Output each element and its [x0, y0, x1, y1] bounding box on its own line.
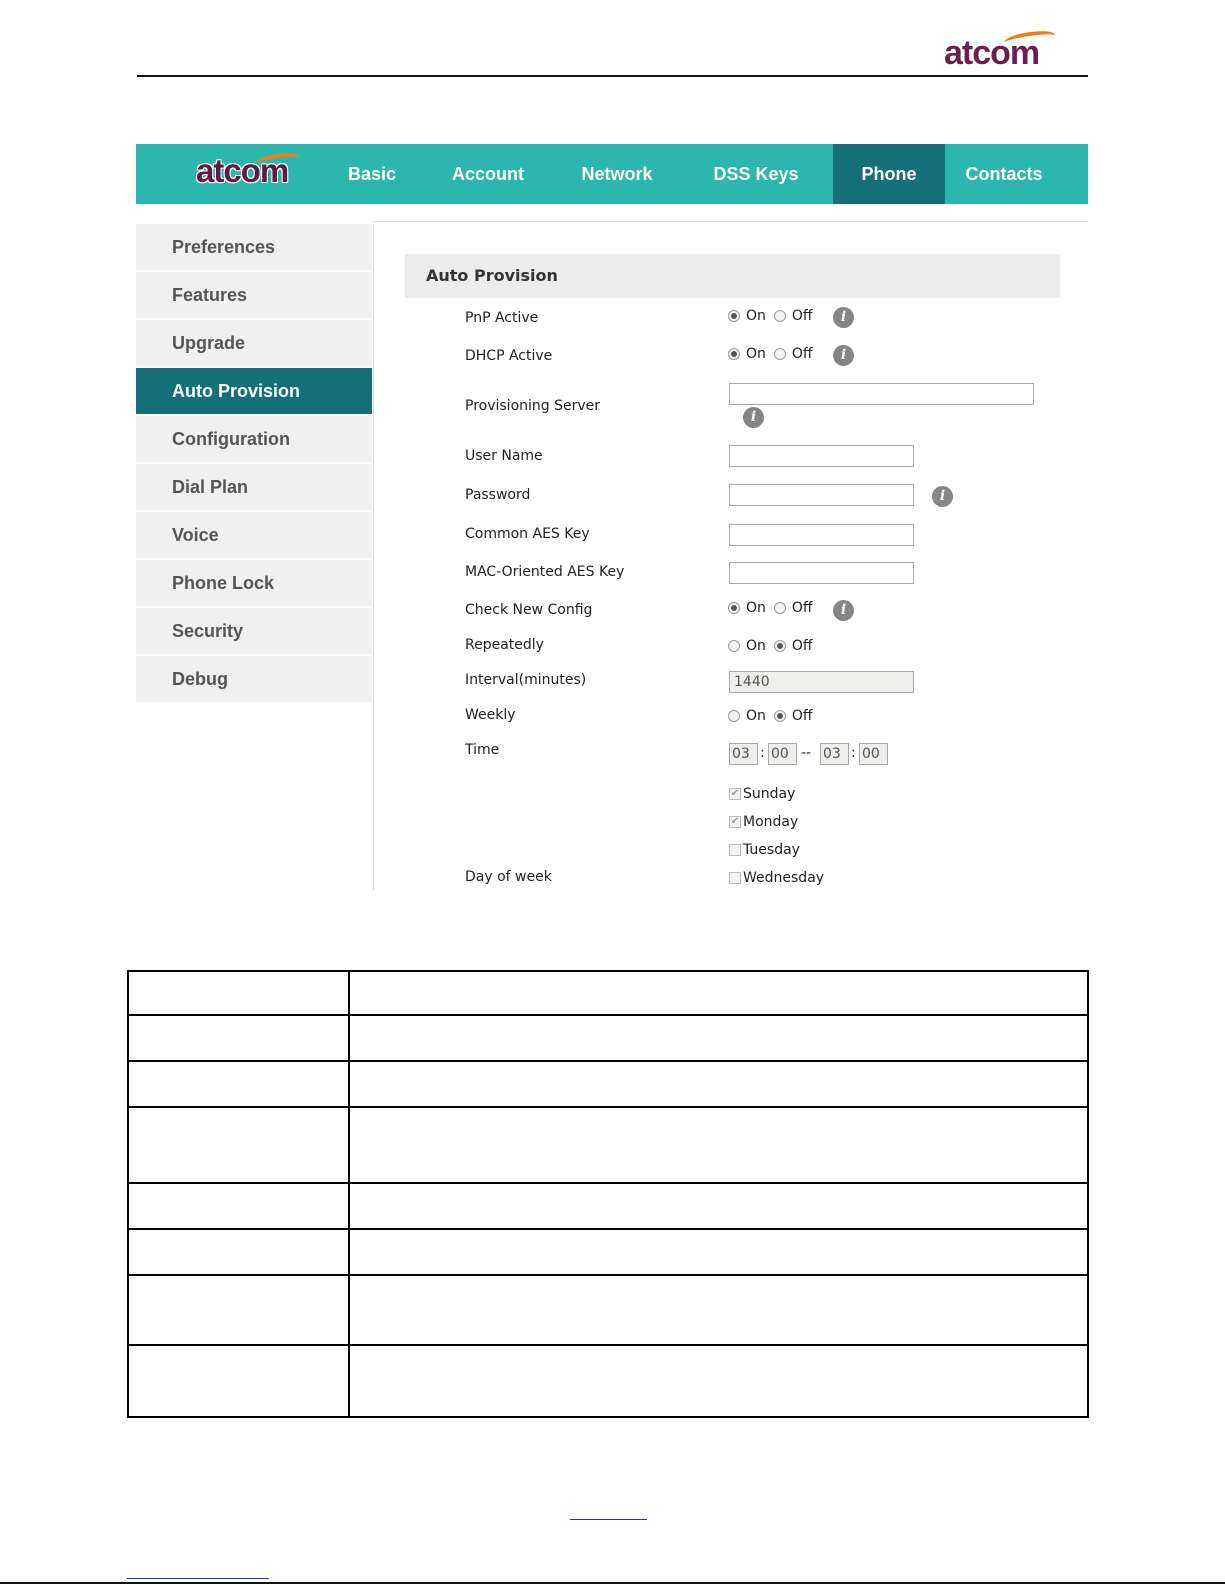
radio-on-label: On — [746, 638, 766, 654]
interval-label: Interval(minutes) — [465, 672, 587, 688]
time-label: Time — [465, 742, 500, 758]
radio-off-label: Off — [791, 600, 813, 616]
radio-off-label: Off — [791, 346, 813, 362]
repeatedly-off-radio[interactable] — [774, 640, 786, 652]
table-row — [128, 1183, 1088, 1229]
radio-off-label: Off — [791, 708, 813, 724]
info-icon[interactable]: i — [833, 600, 854, 621]
monday-checkbox[interactable]: ✔ — [730, 816, 740, 827]
provisioning-server-label: Provisioning Server — [465, 398, 601, 414]
common-aes-key-label: Common AES Key — [465, 526, 590, 542]
time-colon: : — [851, 745, 856, 761]
table-row — [128, 1229, 1088, 1275]
bottom-link[interactable] — [127, 1578, 269, 1579]
radio-off-label: Off — [791, 638, 813, 654]
tuesday-checkbox[interactable] — [729, 844, 741, 856]
pnp-active-off-radio[interactable] — [774, 310, 786, 322]
footer-link[interactable] — [570, 1519, 647, 1520]
radio-on-label: On — [746, 308, 766, 324]
check-new-config-radios — [728, 600, 821, 616]
sidebar-item-upgrade[interactable]: Upgrade — [136, 320, 372, 366]
header-rule — [137, 75, 1088, 77]
password-input[interactable] — [729, 484, 914, 506]
check-new-config-on-radio[interactable] — [728, 602, 740, 614]
user-name-label: User Name — [465, 448, 543, 464]
pnp-active-on-radio[interactable] — [728, 310, 740, 322]
dhcp-active-radios — [728, 346, 821, 362]
tab-dss-keys[interactable]: DSS Keys — [713, 164, 799, 184]
parameter-table — [127, 970, 1089, 1418]
check-new-config-label: Check New Config — [465, 602, 593, 618]
weekly-label: Weekly — [465, 707, 516, 723]
sidebar-item-phone-lock[interactable]: Phone Lock — [136, 560, 372, 606]
repeatedly-radios — [728, 638, 821, 654]
radio-on-label: On — [746, 346, 766, 362]
pnp-active-radios — [728, 308, 821, 324]
day-sunday[interactable] — [729, 786, 795, 802]
pnp-active-label: PnP Active — [465, 310, 539, 326]
table-row — [128, 971, 1088, 1015]
table-row — [128, 1275, 1088, 1345]
radio-off-label: Off — [791, 308, 813, 324]
mac-aes-key-input[interactable] — [729, 562, 914, 584]
day-tuesday[interactable] — [729, 842, 800, 858]
sunday-checkbox[interactable]: ✔ — [730, 788, 740, 799]
dhcp-active-off-radio[interactable] — [774, 348, 786, 360]
sidebar-item-security[interactable]: Security — [136, 608, 372, 654]
start-minute-input[interactable] — [768, 743, 797, 765]
monday-label: Monday — [743, 814, 799, 830]
sidebar-item-debug[interactable]: Debug — [136, 656, 372, 702]
tab-network[interactable]: Network — [581, 164, 653, 184]
day-wednesday[interactable] — [729, 870, 824, 886]
end-minute-input[interactable] — [859, 743, 888, 765]
tab-phone[interactable]: Phone — [833, 144, 945, 204]
day-of-week-label: Day of week — [465, 869, 552, 885]
wednesday-label: Wednesday — [743, 870, 825, 886]
sidebar — [136, 224, 372, 704]
dhcp-active-label: DHCP Active — [465, 348, 553, 364]
brand-logo: atcom — [944, 34, 1039, 73]
table-row — [128, 1107, 1088, 1183]
section-title: Auto Provision — [405, 254, 1060, 298]
radio-on-label: On — [746, 708, 766, 724]
repeatedly-on-radio[interactable] — [728, 640, 740, 652]
sidebar-divider — [373, 224, 374, 890]
info-icon[interactable]: i — [932, 486, 953, 507]
weekly-radios — [728, 708, 821, 724]
footer-rule — [0, 1582, 1225, 1584]
sidebar-item-voice[interactable]: Voice — [136, 512, 372, 558]
weekly-off-radio[interactable] — [774, 710, 786, 722]
tab-account[interactable]: Account — [452, 164, 524, 184]
sunday-label: Sunday — [743, 786, 796, 802]
time-dash: -- — [801, 745, 812, 761]
table-row — [128, 1345, 1088, 1417]
top-nav — [136, 144, 1088, 204]
wednesday-checkbox[interactable] — [729, 872, 741, 884]
start-hour-input[interactable] — [729, 743, 758, 765]
content-top-border — [372, 221, 1088, 222]
sidebar-item-preferences[interactable]: Preferences — [136, 224, 372, 270]
sidebar-item-dial-plan[interactable]: Dial Plan — [136, 464, 372, 510]
tab-basic[interactable]: Basic — [347, 164, 397, 184]
dhcp-active-on-radio[interactable] — [728, 348, 740, 360]
info-icon[interactable]: i — [833, 345, 854, 366]
info-icon[interactable]: i — [833, 307, 854, 328]
weekly-on-radio[interactable] — [728, 710, 740, 722]
sidebar-item-features[interactable]: Features — [136, 272, 372, 318]
radio-on-label: On — [746, 600, 766, 616]
interval-input[interactable] — [729, 671, 914, 693]
check-new-config-off-radio[interactable] — [774, 602, 786, 614]
info-icon[interactable]: i — [743, 407, 764, 428]
user-name-input[interactable] — [729, 445, 914, 467]
day-monday[interactable] — [729, 814, 798, 830]
end-hour-input[interactable] — [820, 743, 849, 765]
tab-contacts[interactable]: Contacts — [965, 164, 1043, 184]
time-colon: : — [760, 745, 765, 761]
repeatedly-label: Repeatedly — [465, 637, 544, 653]
mac-aes-key-label: MAC-Oriented AES Key — [465, 564, 625, 580]
sidebar-item-auto-provision[interactable]: Auto Provision — [136, 368, 372, 414]
common-aes-key-input[interactable] — [729, 524, 914, 546]
table-row — [128, 1015, 1088, 1061]
table-row — [128, 1061, 1088, 1107]
sidebar-item-configuration[interactable]: Configuration — [136, 416, 372, 462]
nav-logo: atcom — [196, 152, 288, 190]
tuesday-label: Tuesday — [743, 842, 800, 858]
provisioning-server-input[interactable] — [729, 383, 1034, 405]
password-label: Password — [465, 487, 531, 503]
